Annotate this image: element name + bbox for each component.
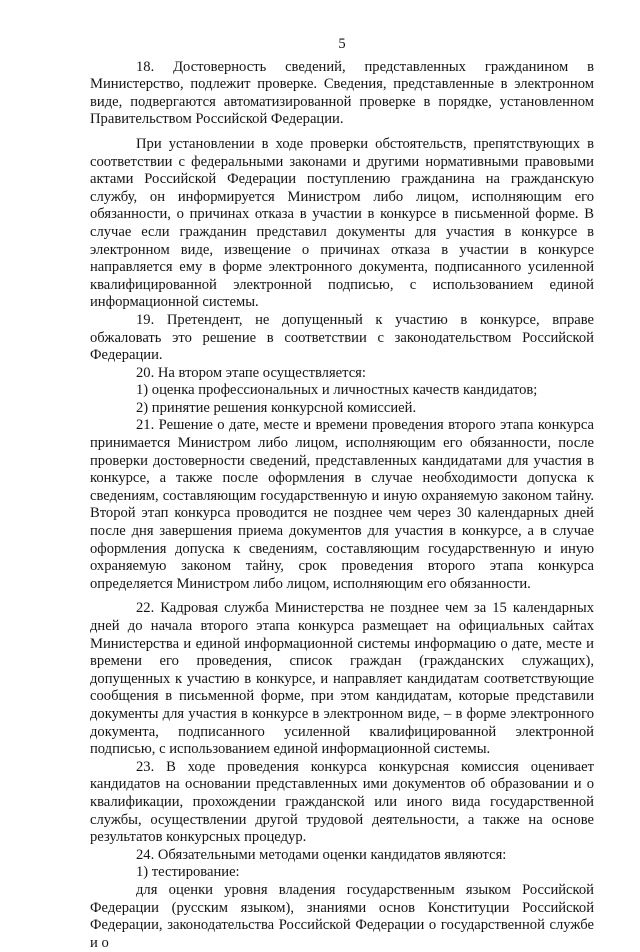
list-item-1: 1) оценка профессиональных и личностных качеств кандидатов; — [136, 382, 538, 399]
list-item-testing: 1) тестирование: — [136, 864, 240, 881]
paragraph-22: 22. Кадровая служба Министерства не позднее чем за 15 календарных дней до начала второго этапа конкурса размещает на официальных сайтах Министерства и единой информационной системы информацию о дате, месте и времени его проведения, список граждан (гражданских служащих), допущенных к участию в конкурсе, и направляет кандидатам соответствующие сообщения в письменной форме, при этом кандидатам, которые представили документы для участия в конкурсе в электронном виде, – в форме электронного документа, подписанного усиленной квалифицированной электронной подписью, с использованием единой информационной системы. — [90, 600, 594, 758]
paragraph-24: 24. Обязательными методами оценки кандидатов являются: — [136, 846, 507, 863]
paragraph-18: 18. Достоверность сведений, представленных гражданином в Министерство, подлежит проверке. Сведения, представленные в электронном виде, подвергаются автоматизированной проверке в порядке, установленном Правительством Российской Федерации. — [90, 58, 594, 128]
paragraph-21: 21. Решение о дате, месте и времени проведения второго этапа конкурса принимается Министром либо лицом, исполняющим его обязанности, после проверки достоверности сведений, представленных кандидатами для участия в конкурсе, а также после оформления в случае необходимости допуска к сведениям, составляющим государственную и иную охраняемую законом тайну. Второй этап конкурса проводится не позднее чем через 30 календарных дней после дня завершения приема документов для участия в конкурсе, а в случае оформления допуска к сведениям, составляющим государственную и иную охраняемую законом тайну, срок проведения второго этапа конкурса определяется Министром либо лицом, исполняющим его обязанности. — [90, 417, 594, 592]
paragraph-19: 19. Претендент, не допущенный к участию в конкурсе, вправе обжаловать это решение в соответствии с законодательством Российской Федерации. — [90, 311, 594, 364]
paragraph-20: 20. На втором этапе осуществляется: — [136, 364, 366, 381]
list-item-2: 2) принятие решения конкурсной комиссией. — [136, 399, 417, 416]
page-number: 5 — [338, 36, 346, 52]
paragraph-refusal-notice: При установлении в ходе проверки обстоятельств, препятствующих в соответствии с федеральными законами и другими нормативными правовыми актами Российской Федерации поступлению гражданина на гражданскую службу, он информируется Министром либо лицом, исполняющим его обязанности, о причинах отказа в участии в конкурсе в письменной форме. В случае если гражданин представил документы для участия в конкурсе в электронном виде, извещение о причинах отказа в участии в конкурсе направляется ему в форме электронного документа, подписанного усиленной квалифицированной электронной подписью, с использованием единой информационной системы. — [90, 135, 594, 311]
paragraph-testing-purpose: для оценки уровня владения государственным языком Российской Федерации (русским языком), знаниями основ Конституции Российской Федерации, законодательства Российской Федерации о государственной службе и о — [90, 881, 594, 951]
paragraph-23: 23. В ходе проведения конкурса конкурсная комиссия оценивает кандидатов на основании представленных ими документов об образовании и о квалификации, прохождении гражданской или иного вида государственной службы, осуществлении другой трудовой деятельности, а также на основе результатов конкурсных процедур. — [90, 758, 594, 846]
